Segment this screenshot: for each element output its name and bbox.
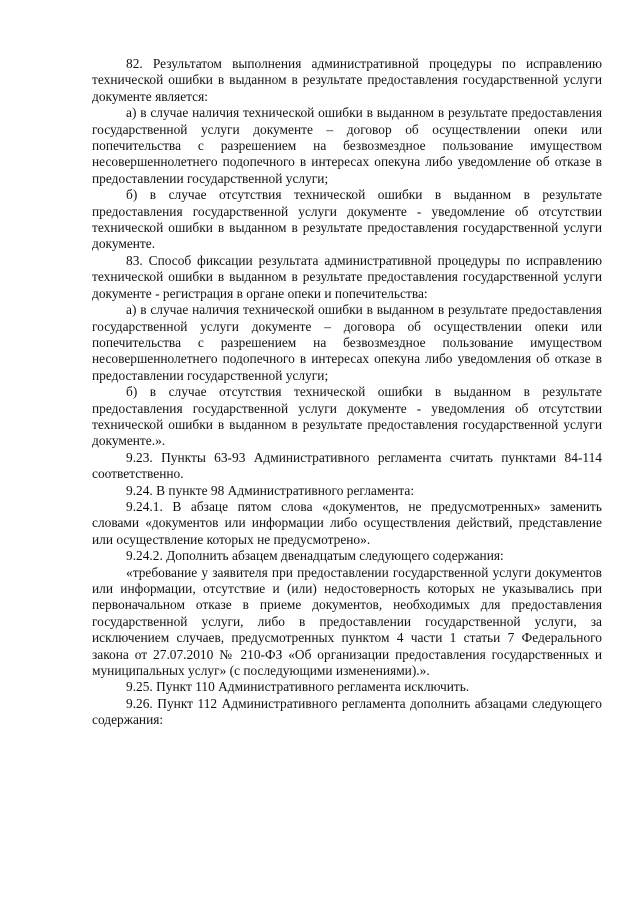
paragraph-83b: б) в случае отсутствия технической ошибки в выданном в результате предоставления государственной услуги документе - уведомления об отсутствии технической ошибки в выданном в результате предоставления государственной услуги документе.». [92, 384, 602, 449]
paragraph-quote: «требование у заявителя при предоставлении государственной услуги документов или информации, отсутствие и (или) недостоверность которых не указывались при первоначальном отказе в приеме документов, необходимых для предоставления государственной услуги, либо в предоставлении государственной услуги, за исключением случаев, предусмотренных пунктом 4 части 1 статьи 7 Федерального закона от 27.07.2010 № 210-ФЗ «Об организации предоставления государственных и муниципальных услуг» (с последующими изменениями).». [92, 564, 602, 679]
paragraph-9-24: 9.24. В пункте 98 Административного регламента: [126, 482, 415, 498]
paragraph-82b: б) в случае отсутствия технической ошибки в выданном в результате предоставления государственной услуги документе - уведомление об отсутствии технической ошибки в выданном в результате предоставления государственной услуги документе. [92, 187, 602, 252]
paragraph-83a: а) в случае наличия технической ошибки в выданном в результате предоставления государственной услуги документе – договора об осуществлении опеки или попечительства с разрешением на безвозмездное пользование имуществом несовершеннолетнего подопечного в интересах опекуна либо уведомления об отказе в предоставлении государственной услуги; [92, 302, 602, 383]
paragraph-9-25: 9.25. Пункт 110 Административного регламента исключить. [126, 679, 470, 695]
paragraph-9-26: 9.26. Пункт 112 Административного регламента дополнить абзацами следующего содержания: [92, 695, 602, 728]
paragraph-82a: а) в случае наличия технической ошибки в выданном в результате предоставления государственной услуги документе – договор об осуществлении опеки или попечительства с разрешением на безвозмездное пользование имуществом несовершеннолетнего подопечного в интересах опекуна либо уведомление об отказе в предоставлении государственной услуги; [92, 105, 602, 186]
paragraph-9-23: 9.23. Пункты 63-93 Административного регламента считать пунктами 84-114 соответственно. [92, 449, 602, 482]
paragraph-9-24-1: 9.24.1. В абзаце пятом слова «документов, не предусмотренных» заменить словами «документов или информации либо осуществления действий, представление или осуществление которых не предусмотрено». [92, 498, 602, 547]
paragraph-9-24-2: 9.24.2. Дополнить абзацем двенадцатым следующего содержания: [126, 548, 504, 564]
paragraph-82: 82. Результатом выполнения административной процедуры по исправлению технической ошибки в выданном в результате предоставления государственной услуги документе является: [92, 56, 602, 104]
paragraph-83: 83. Способ фиксации результата административной процедуры по исправлению технической ошибки в выданном в результате предоставления государственной услуги документе - регистрация в органе опеки и попечительства: [92, 252, 602, 301]
